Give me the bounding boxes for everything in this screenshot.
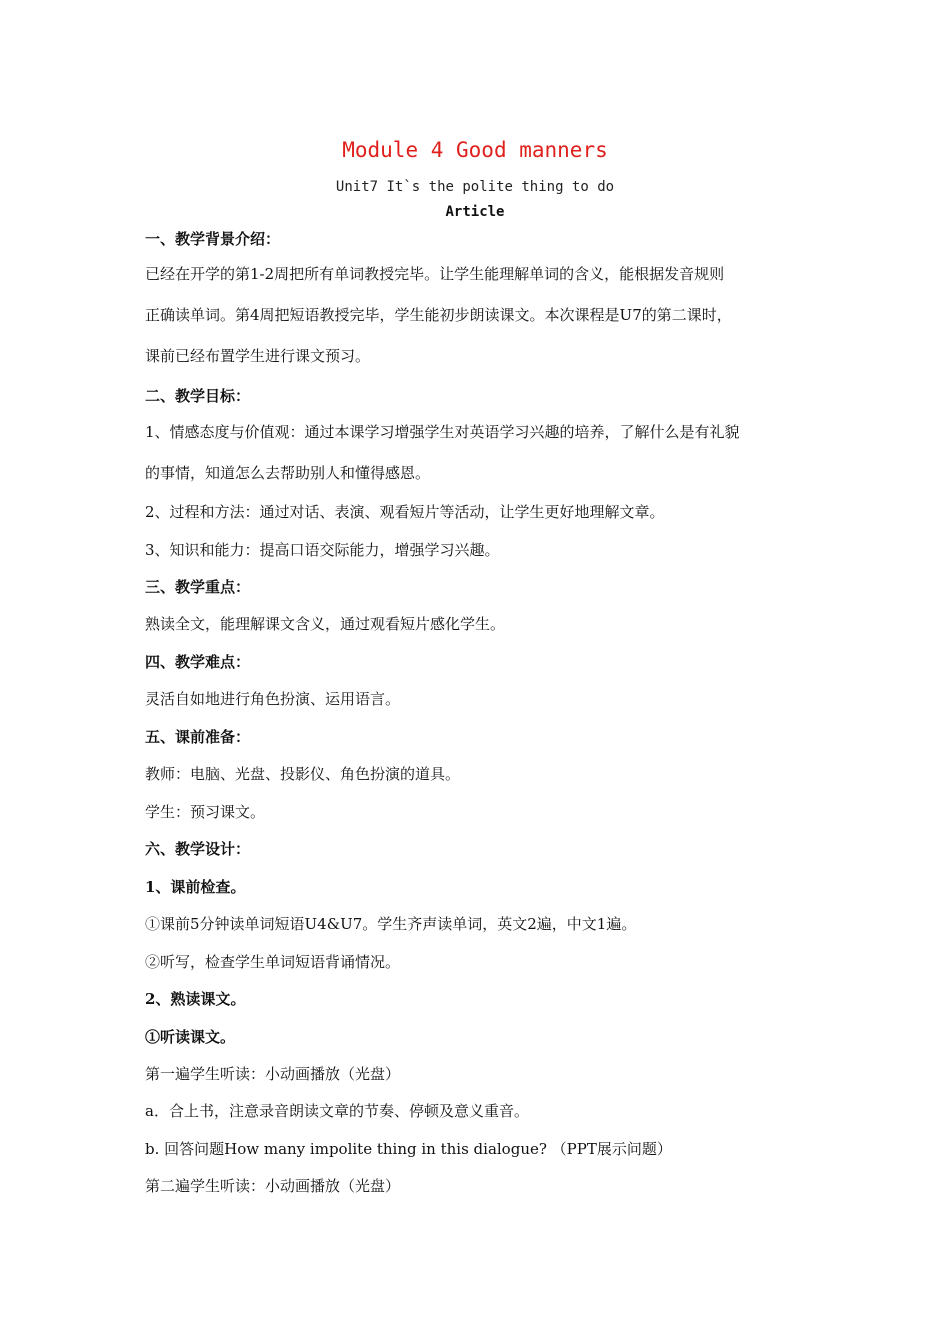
- section-heading: 五、课前准备：: [145, 728, 251, 746]
- paragraph-line: ①课前5分钟读单词短语U4&U7。学生齐声读单词，英文2遍，中文1遍。: [145, 915, 637, 933]
- paragraph-line: 熟读全文，能理解课文含义，通过观看短片感化学生。: [145, 615, 506, 633]
- paragraph-line: b. 回答问题How many impolite thing in this dialogue? （PPT展示问题）: [145, 1140, 672, 1158]
- paragraph-line: 课前已经布置学生进行课文预习。: [145, 347, 371, 365]
- paragraph-line: 的事情，知道怎么去帮助别人和懂得感恩。: [145, 464, 431, 482]
- paragraph-line: 灵活自如地进行角色扮演、运用语言。: [145, 690, 401, 708]
- paragraph-line: 正确读单词。第4周把短语教授完毕，学生能初步朗读课文。本次课程是U7的第二课时，: [145, 306, 732, 324]
- document-subtitle: Unit7 It`s the polite thing to do: [335, 179, 615, 195]
- paragraph-line: 已经在开学的第1-2周把所有单词教授完毕。让学生能理解单词的含义，能根据发音规则: [145, 265, 725, 283]
- section-heading: 三、教学重点：: [145, 578, 251, 596]
- paragraph-line: 第一遍学生听读：小动画播放（光盘）: [145, 1065, 401, 1083]
- section-heading: 2、熟读课文。: [145, 990, 246, 1008]
- article-label: Article: [445, 204, 505, 220]
- paragraph-line: a．合上书，注意录音朗读文章的节奏、停顿及意义重音。: [145, 1102, 529, 1120]
- paragraph-line: 3、知识和能力：提高口语交际能力，增强学习兴趣。: [145, 541, 500, 559]
- paragraph-line: 第二遍学生听读：小动画播放（光盘）: [145, 1177, 401, 1195]
- section-heading: 二、教学目标：: [145, 387, 251, 405]
- section-heading: 四、教学难点：: [145, 653, 251, 671]
- paragraph-line: 学生：预习课文。: [145, 803, 266, 821]
- paragraph-line: 1、情感态度与价值观：通过本课学习增强学生对英语学习兴趣的培养，了解什么是有礼貌: [145, 423, 740, 441]
- section-heading: 一、教学背景介绍：: [145, 230, 281, 248]
- paragraph-line: ②听写，检查学生单词短语背诵情况。: [145, 953, 401, 971]
- document-title: Module 4 Good manners: [342, 138, 608, 162]
- section-heading: 六、教学设计：: [145, 840, 251, 858]
- paragraph-line: 教师：电脑、光盘、投影仪、角色扮演的道具。: [145, 765, 461, 783]
- section-heading: ①听读课文。: [145, 1028, 236, 1046]
- section-heading: 1、课前检查。: [145, 878, 246, 896]
- paragraph-line: 2、过程和方法：通过对话、表演、观看短片等活动，让学生更好地理解文章。: [145, 503, 665, 521]
